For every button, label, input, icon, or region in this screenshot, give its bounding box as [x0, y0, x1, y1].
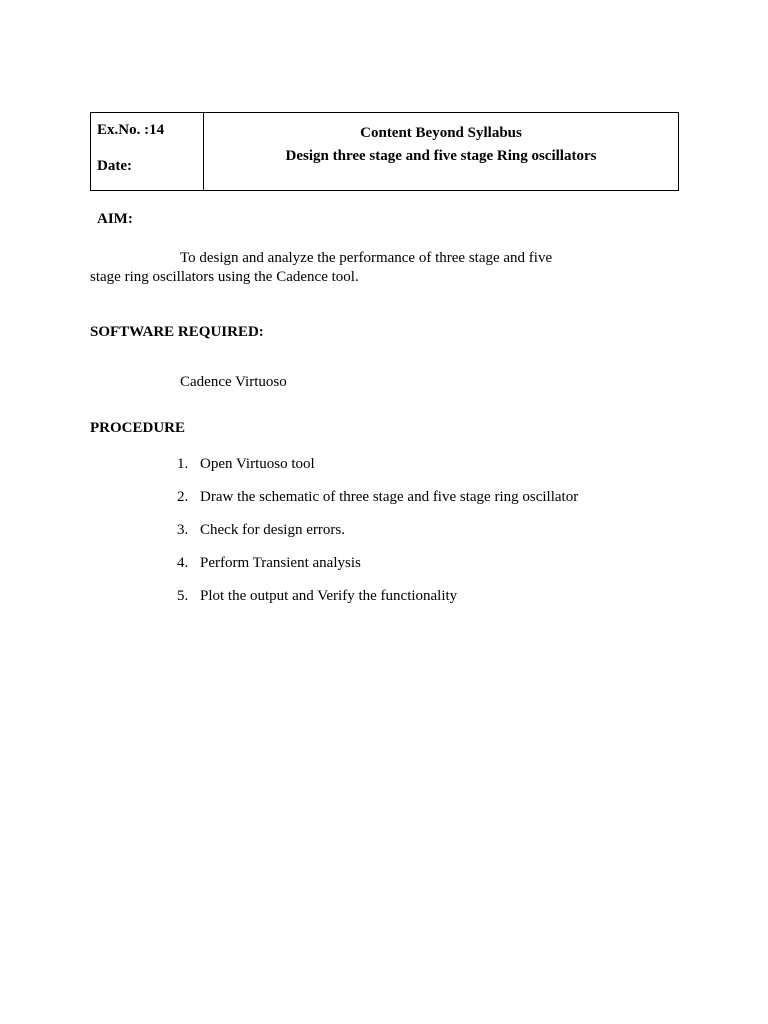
aim-text-line-1: To design and analyze the performance of three stage and five [180, 250, 553, 266]
exercise-number: Ex.No. :14 [97, 122, 165, 138]
aim-text-line-2: stage ring oscillators using the Cadence tool. [90, 269, 359, 285]
step-text: Check for design errors. [200, 522, 345, 538]
procedure-list [177, 456, 578, 621]
software-item: Cadence Virtuoso [180, 374, 287, 390]
page-heading: Content Beyond Syllabus [360, 125, 522, 141]
step-number: 4. [177, 555, 189, 571]
step-number: 5. [177, 588, 189, 604]
procedure-step [177, 522, 578, 555]
step-text: Draw the schematic of three stage and five stage ring oscillator [200, 489, 579, 505]
aim-title: AIM: [97, 211, 133, 227]
header-left-cell [91, 113, 204, 190]
procedure-step [177, 555, 578, 588]
procedure-step [177, 489, 578, 522]
page-subheading: Design three stage and five stage Ring oscillators [285, 148, 597, 164]
step-number: 1. [177, 456, 189, 472]
header-table [90, 112, 679, 191]
software-title: SOFTWARE REQUIRED: [90, 324, 264, 340]
step-text: Open Virtuoso tool [200, 456, 315, 472]
procedure-title: PROCEDURE [90, 420, 186, 436]
procedure-step [177, 456, 578, 489]
step-text: Plot the output and Verify the functionality [200, 588, 458, 604]
procedure-step [177, 588, 578, 621]
date-label: Date: [97, 158, 132, 174]
header-right-cell [204, 113, 678, 190]
step-number: 2. [177, 489, 189, 505]
step-number: 3. [177, 522, 189, 538]
step-text: Perform Transient analysis [200, 555, 361, 571]
